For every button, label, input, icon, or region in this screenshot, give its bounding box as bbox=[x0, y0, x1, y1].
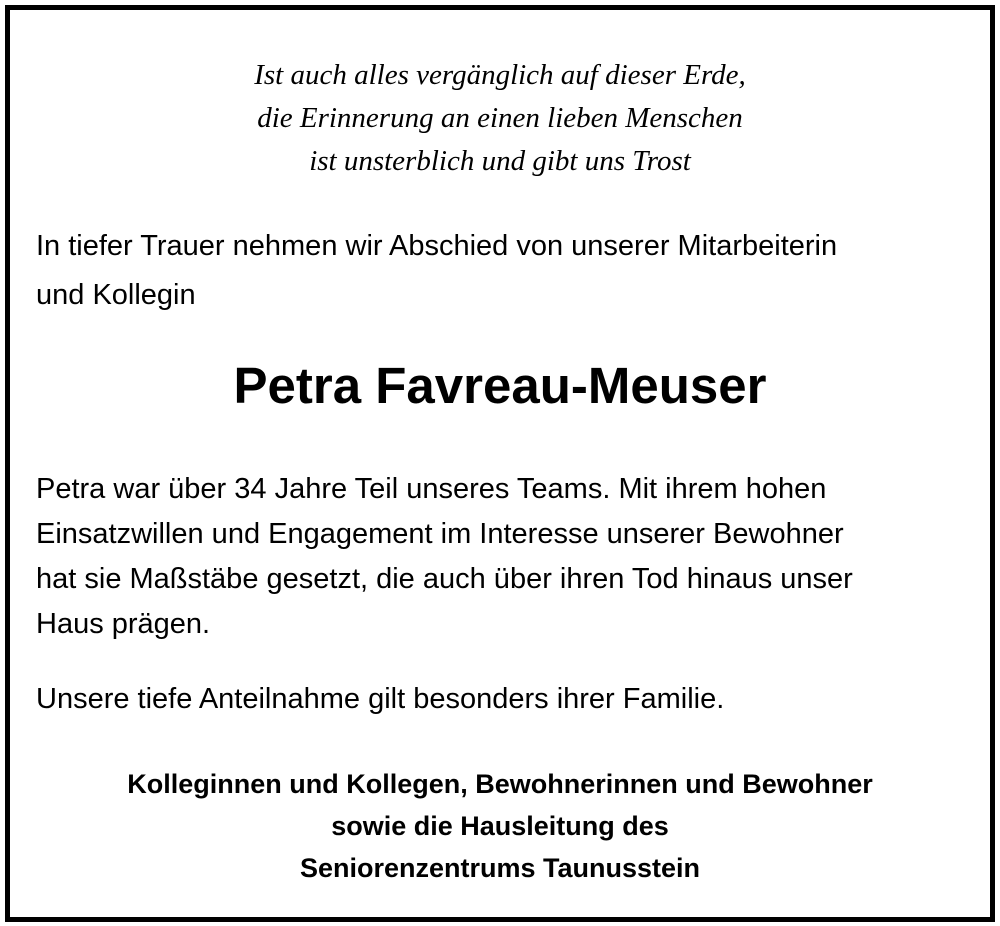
memorial-poem bbox=[10, 54, 990, 183]
deceased-name: Petra Favreau-Meuser bbox=[233, 357, 767, 414]
signature-line: Kolleginnen und Kollegen, Bewohnerinnen und Bewohner bbox=[127, 769, 873, 799]
signature-line: sowie die Hausleitung des bbox=[331, 811, 669, 841]
sympathy-statement: Unsere tiefe Anteilnahme gilt besonders ihrer Familie. bbox=[36, 683, 725, 715]
intro-line: In tiefer Trauer nehmen wir Abschied von unserer Mitarbeiterin bbox=[36, 230, 838, 262]
obituary-notice bbox=[5, 5, 995, 922]
mourning-intro bbox=[36, 222, 976, 320]
tribute-line: Petra war über 34 Jahre Teil unseres Teams. Mit ihrem hohen bbox=[36, 473, 827, 505]
tribute-line: hat sie Maßstäbe gesetzt, die auch über ihren Tod hinaus unser bbox=[36, 563, 853, 595]
intro-line: und Kollegin bbox=[36, 279, 196, 311]
tribute-line: Einsatzwillen und Engagement im Interesse unserer Bewohner bbox=[36, 518, 844, 550]
signature-block bbox=[10, 763, 990, 889]
tribute-text bbox=[36, 467, 976, 647]
poem-line: die Erinnerung an einen lieben Menschen bbox=[257, 102, 743, 134]
poem-line: ist unsterblich und gibt uns Trost bbox=[309, 145, 691, 177]
tribute-line: Haus prägen. bbox=[36, 608, 211, 640]
signature-line: Seniorenzentrums Taunusstein bbox=[299, 853, 701, 883]
poem-line: Ist auch alles vergänglich auf dieser Erde, bbox=[254, 59, 746, 91]
